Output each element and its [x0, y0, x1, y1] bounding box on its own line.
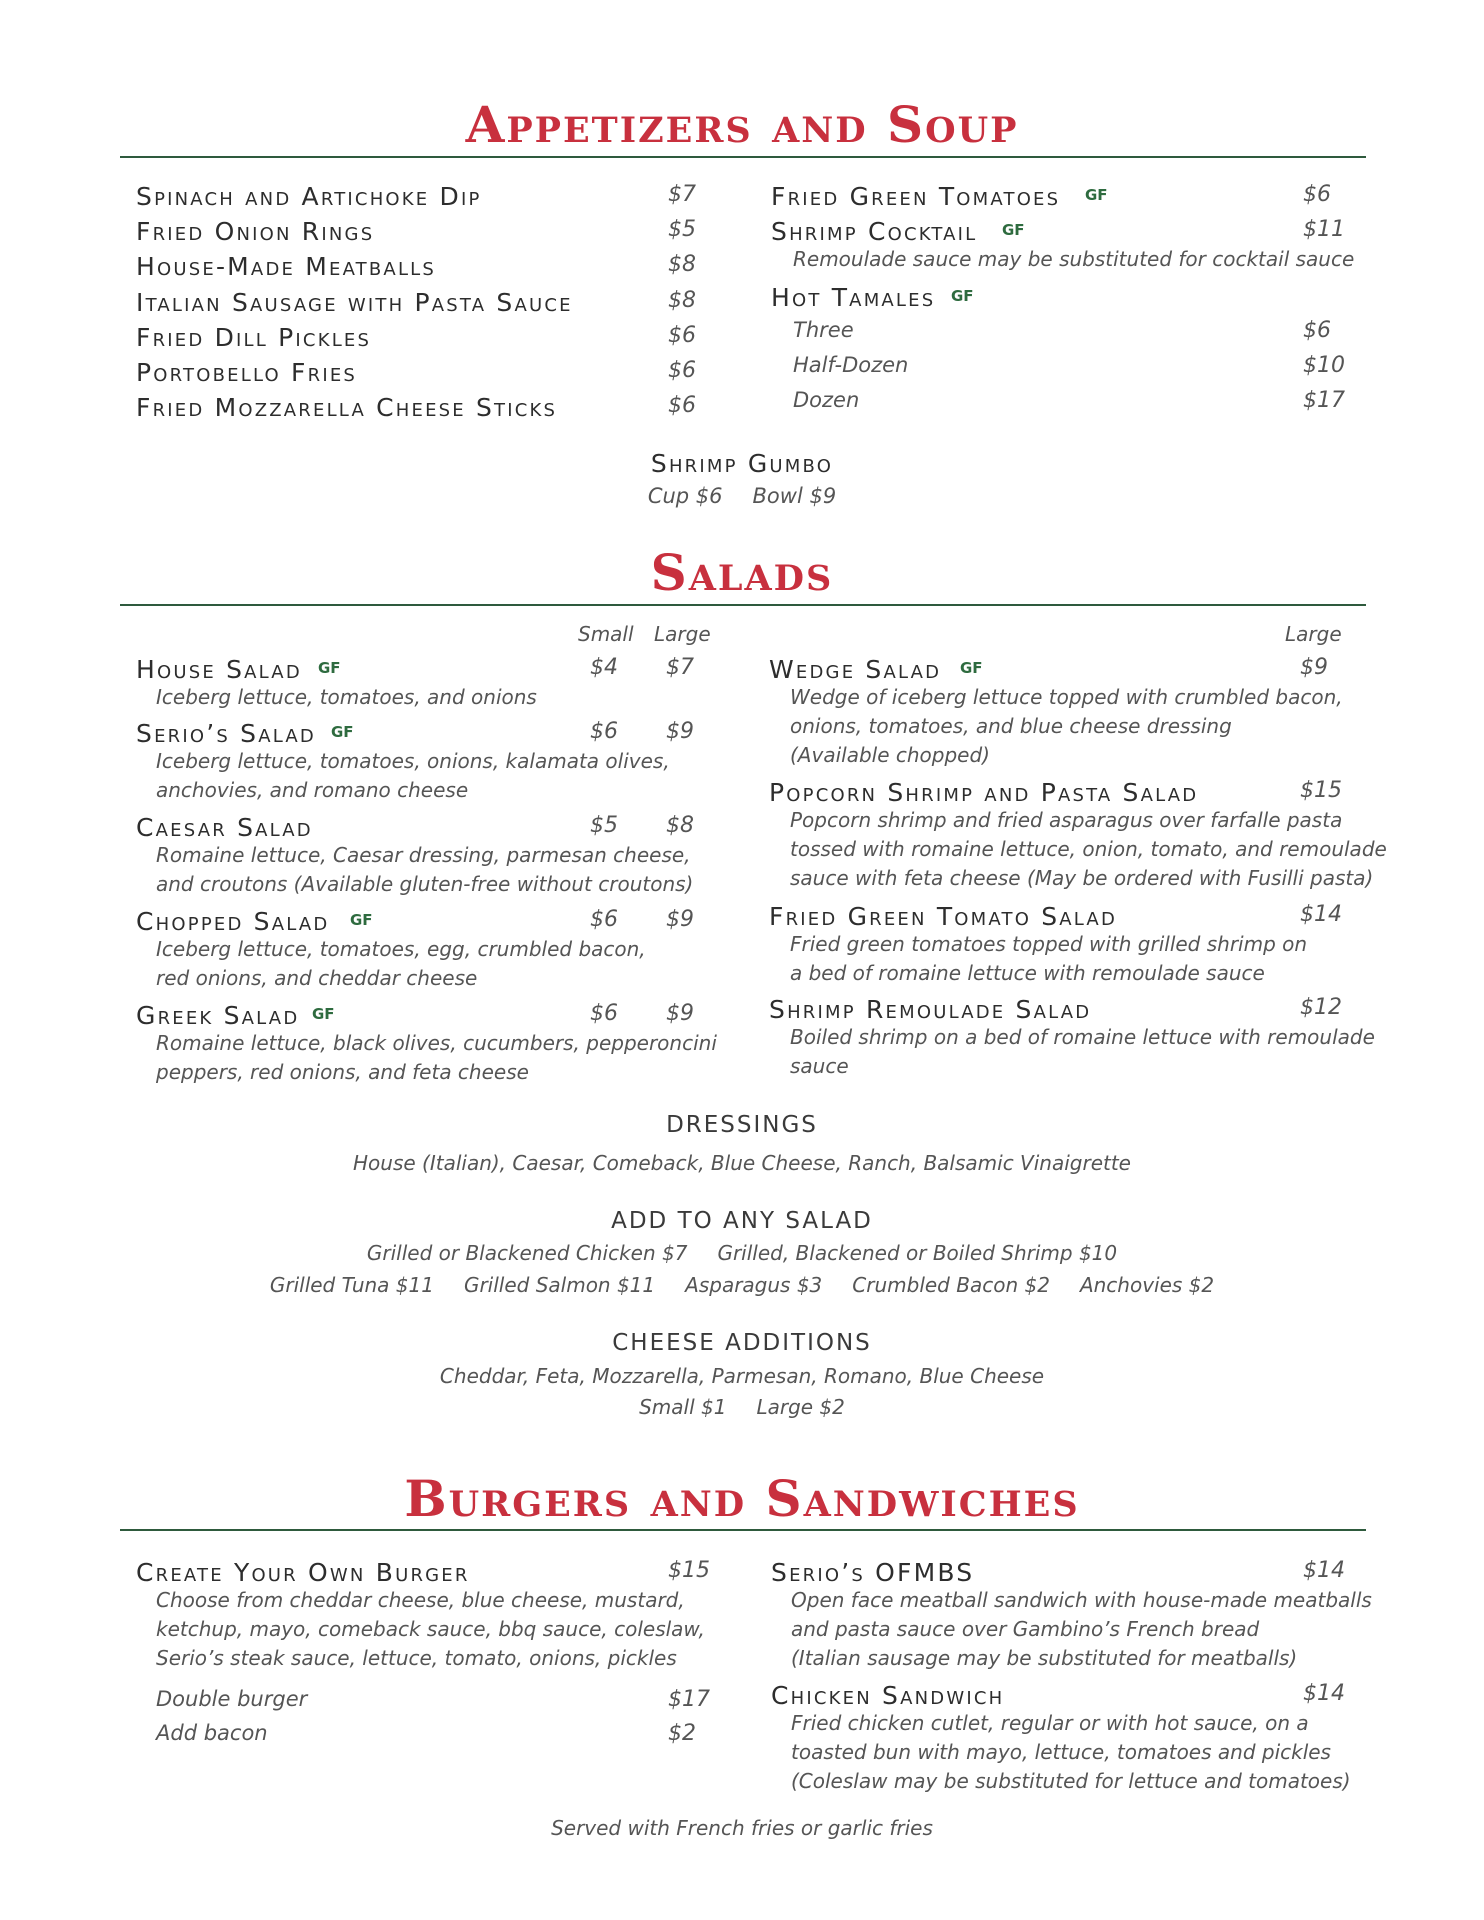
menu-option-label: Add bacon	[156, 1721, 268, 1745]
menu-item-name: Caesar Salad	[136, 813, 313, 842]
menu-item-price: $6	[1303, 182, 1331, 207]
menu-item-description: Popcorn shrimp and fried asparagus over farfalle pasta	[790, 808, 1343, 832]
menu-item-description: Iceberg lettuce, tomatoes, onions, kalamata olives,	[156, 749, 670, 773]
menu-item-description: Boiled shrimp on a bed of romaine lettuce with remoulade	[790, 1025, 1375, 1049]
cheese-large-price: Large $2	[756, 1395, 845, 1419]
large-price: $15	[1300, 778, 1342, 803]
cheese-prices	[0, 1397, 1484, 1417]
large-price: $9	[1300, 655, 1328, 680]
menu-item-name: Create Your Own Burger	[136, 1558, 470, 1587]
cheese-list: Cheddar, Feta, Mozzarella, Parmesan, Romano, Blue Cheese	[439, 1364, 1045, 1388]
column-header-large: Large	[1285, 622, 1342, 646]
add-ons-row	[0, 1275, 1484, 1295]
menu-item-name: Fried Onion Rings	[136, 217, 375, 246]
menu-item-price: $6	[668, 393, 696, 418]
large-price: $7	[666, 655, 694, 680]
gluten-free-badge: GF	[318, 659, 341, 677]
menu-item-name: Italian Sausage with Pasta Sauce	[136, 288, 573, 317]
menu-item-name: Serio’s Salad	[136, 719, 316, 748]
menu-item-name: Serio’s OFMBS	[771, 1558, 975, 1587]
menu-item-name: Chicken Sandwich	[771, 1681, 1005, 1710]
menu-item-name: Shrimp Cocktail	[771, 217, 978, 246]
column-header-large: Large	[654, 622, 711, 646]
menu-item-price: $8	[668, 252, 696, 277]
menu-item-price: $5	[668, 217, 696, 242]
add-on-item: Anchovies $2	[1079, 1273, 1215, 1297]
burgers-section-title: Burgers and Sandwiches	[404, 1469, 1080, 1528]
gumbo-name: Shrimp Gumbo	[650, 449, 834, 478]
menu-item-name: Shrimp Remoulade Salad	[769, 995, 1092, 1024]
menu-option-label: Double burger	[156, 1687, 308, 1711]
dressings-heading: DRESSINGS	[666, 1112, 818, 1138]
add-on-item: Grilled, Blackened or Boiled Shrimp $10	[717, 1241, 1118, 1265]
menu-item-description: Serio’s steak sauce, lettuce, tomato, onions, pickles	[156, 1646, 677, 1670]
menu-item-price: $6	[668, 358, 696, 383]
large-price: $8	[666, 813, 694, 838]
menu-item-price: $8	[668, 288, 696, 313]
small-price: $5	[590, 813, 618, 838]
menu-item-name: Fried Green Tomatoes	[771, 182, 1061, 211]
menu-item-description: Romaine lettuce, Caesar dressing, parmesan cheese,	[156, 843, 691, 867]
menu-item-description: (Available chopped)	[790, 743, 990, 767]
salads-divider	[120, 604, 1366, 606]
menu-item-name: Spinach and Artichoke Dip	[136, 182, 482, 211]
menu-item-description: a bed of romaine lettuce with remoulade sauce	[790, 961, 1265, 985]
menu-item-description: toasted bun with mayo, lettuce, tomatoes and pickles	[791, 1740, 1331, 1764]
appetizers-divider	[120, 156, 1366, 158]
sides-note: Served with French fries or garlic fries	[551, 1816, 933, 1840]
menu-item-description: red onions, and cheddar cheese	[156, 966, 478, 990]
menu-option-label: Three	[793, 318, 854, 342]
add-on-item: Crumbled Bacon $2	[852, 1273, 1050, 1297]
cheese-small-price: Small $1	[639, 1395, 727, 1419]
large-price: $12	[1300, 995, 1342, 1020]
salads-section-title: Salads	[650, 543, 834, 602]
menu-item-name: Portobello Fries	[136, 358, 358, 387]
large-price: $9	[666, 907, 694, 932]
menu-item-price: $15	[668, 1558, 710, 1583]
menu-item-name: Chopped Salad	[136, 907, 330, 936]
menu-item-description: Fried chicken cutlet, regular or with hot sauce, on a	[791, 1711, 1309, 1735]
gumbo-prices	[0, 486, 1484, 507]
small-price: $4	[590, 655, 618, 680]
menu-item-description: Iceberg lettuce, tomatoes, and onions	[156, 685, 537, 709]
add-on-item: Grilled Tuna $11	[269, 1273, 434, 1297]
menu-item-name: Greek Salad	[136, 1001, 300, 1030]
menu-item-price: $14	[1303, 1681, 1345, 1706]
menu-item-name: Fried Dill Pickles	[136, 323, 372, 352]
dressings-list: House (Italian), Caesar, Comeback, Blue Cheese, Ranch, Balsamic Vinaigrette	[353, 1151, 1131, 1175]
menu-item-description: anchovies, and romano cheese	[156, 778, 469, 802]
column-header-small: Small	[578, 622, 634, 646]
gluten-free-badge: GF	[1085, 186, 1108, 204]
menu-item-description: sauce	[790, 1054, 849, 1078]
menu-item-description: onions, tomatoes, and blue cheese dressing	[790, 714, 1232, 738]
menu-item-name: Fried Green Tomato Salad	[769, 902, 1118, 931]
menu-item-description: (Italian sausage may be substituted for meatballs)	[791, 1646, 1298, 1670]
menu-item-description: sauce with feta cheese (May be ordered with Fusilli pasta)	[790, 866, 1374, 890]
menu-option-price: $2	[668, 1721, 696, 1746]
gluten-free-badge: GF	[312, 1005, 335, 1023]
menu-item-description: Romaine lettuce, black olives, cucumbers, pepperoncini	[156, 1031, 717, 1055]
gluten-free-badge: GF	[350, 911, 373, 929]
menu-option-price: $17	[668, 1687, 710, 1712]
menu-item-price: $7	[668, 182, 696, 207]
small-price: $6	[590, 719, 618, 744]
menu-item-description: (Coleslaw may be substituted for lettuce and tomatoes)	[791, 1769, 1351, 1793]
gluten-free-badge: GF	[951, 287, 974, 305]
add-on-item: Asparagus $3	[685, 1273, 823, 1297]
menu-item-price: $6	[668, 323, 696, 348]
menu-item-description: Iceberg lettuce, tomatoes, egg, crumbled bacon,	[156, 937, 646, 961]
menu-option-label: Half-Dozen	[793, 353, 909, 377]
menu-item-description: peppers, red onions, and feta cheese	[156, 1060, 529, 1084]
small-price: $6	[590, 1001, 618, 1026]
menu-item-price: $11	[1303, 217, 1345, 242]
add-on-item: Grilled or Blackened Chicken $7	[366, 1241, 688, 1265]
menu-item-name: Hot Tamales	[771, 283, 936, 312]
appetizers-section-title: Appetizers and Soup	[465, 95, 1019, 154]
menu-item-price: $14	[1303, 1558, 1345, 1583]
menu-item-description: Wedge of iceberg lettuce topped with crumbled bacon,	[790, 685, 1343, 709]
menu-item-note: Remoulade sauce may be substituted for cocktail sauce	[793, 247, 1355, 271]
menu-item-description: ketchup, mayo, comeback sauce, bbq sauce, coleslaw,	[156, 1617, 705, 1641]
large-price: $14	[1300, 902, 1342, 927]
menu-item-description: Choose from cheddar cheese, blue cheese, mustard,	[156, 1588, 685, 1612]
cheese-additions-heading: CHEESE ADDITIONS	[612, 1330, 872, 1356]
gluten-free-badge: GF	[960, 659, 983, 677]
small-price: $6	[590, 907, 618, 932]
menu-item-name: House-Made Meatballs	[136, 252, 437, 281]
add-ons-row	[0, 1243, 1484, 1263]
menu-item-description: tossed with romaine lettuce, onion, tomato, and remoulade	[790, 837, 1387, 861]
gluten-free-badge: GF	[331, 723, 354, 741]
menu-item-description: and pasta sauce over Gambino’s French bread	[791, 1617, 1260, 1641]
menu-item-description: Open face meatball sandwich with house-made meatballs	[791, 1588, 1372, 1612]
menu-item-name: Popcorn Shrimp and Pasta Salad	[769, 778, 1199, 807]
menu-item-name: Fried Mozzarella Cheese Sticks	[136, 393, 558, 422]
menu-item-name: House Salad	[136, 655, 302, 684]
burgers-divider	[120, 1529, 1366, 1531]
gumbo-bowl-price: Bowl $9	[752, 484, 837, 508]
menu-item-name: Wedge Salad	[769, 655, 942, 684]
gluten-free-badge: GF	[1002, 221, 1025, 239]
large-price: $9	[666, 1001, 694, 1026]
menu-option-label: Dozen	[793, 388, 860, 412]
menu-item-description: and croutons (Available gluten-free without croutons)	[156, 872, 694, 896]
large-price: $9	[666, 719, 694, 744]
menu-option-price: $6	[1303, 318, 1331, 343]
gumbo-cup-price: Cup $6	[647, 484, 723, 508]
menu-option-price: $17	[1303, 388, 1345, 413]
add-to-salad-heading: ADD TO ANY SALAD	[611, 1208, 873, 1234]
add-on-item: Grilled Salmon $11	[463, 1273, 656, 1297]
menu-option-price: $10	[1303, 353, 1345, 378]
menu-item-description: Fried green tomatoes topped with grilled shrimp on	[790, 932, 1308, 956]
